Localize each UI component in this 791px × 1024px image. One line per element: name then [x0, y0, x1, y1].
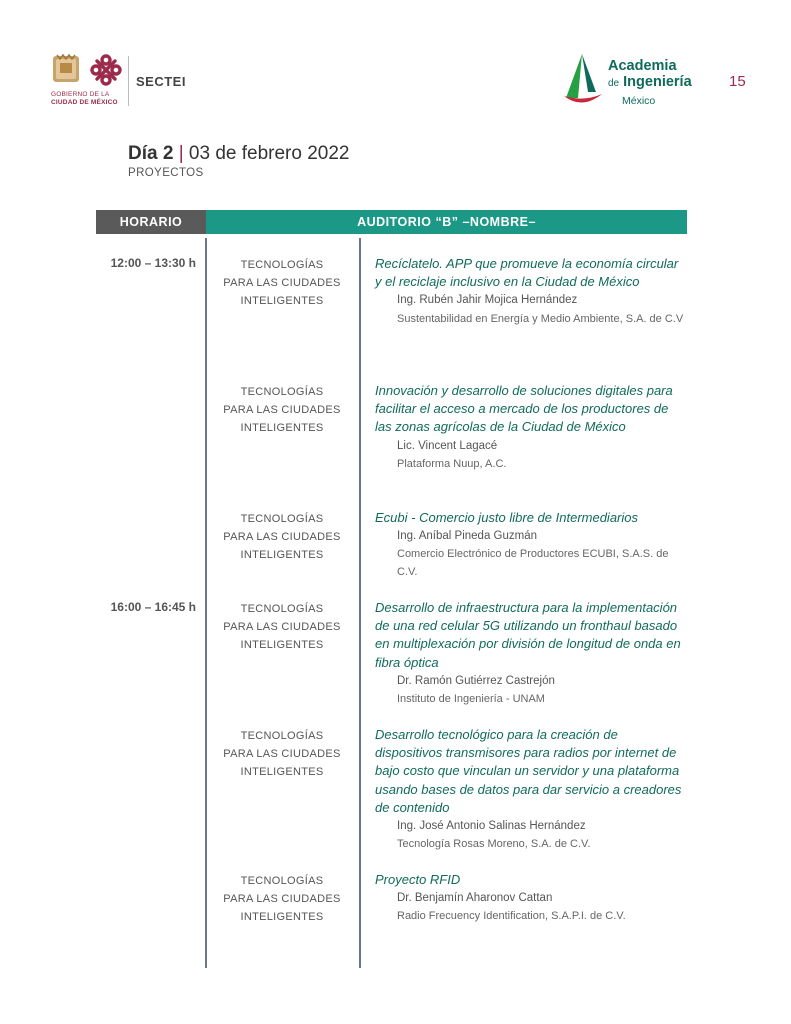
organization: Comercio Electrónico de Productores ECUBI, S.A.S. de C.V.	[397, 548, 669, 579]
cdmx-emblem-icon	[89, 53, 123, 87]
category-label: TECNOLOGÍAS PARA LAS CIUDADES INTELIGENTES	[223, 603, 341, 652]
column-header-horario: HORARIO	[96, 210, 206, 234]
time-slot: 16:00 – 16:45 h	[110, 600, 196, 614]
category-label: TECNOLOGÍAS PARA LAS CIUDADES INTELIGENTES	[223, 730, 341, 779]
column-divider-left	[205, 238, 207, 968]
page-number: 15	[729, 73, 746, 90]
presenter-name: Lic. Vincent Lagacé	[397, 439, 498, 452]
project-entry	[375, 509, 687, 581]
academia-name: Academia de Ingeniería	[608, 58, 692, 90]
project-entry	[375, 599, 687, 708]
project-title: Proyecto RFID	[375, 872, 461, 887]
project-entry	[375, 871, 687, 925]
column-header-auditorio: AUDITORIO “B” –NOMBRE–	[206, 210, 687, 234]
organization: Instituto de Ingeniería - UNAM	[397, 693, 545, 706]
presenter-name: Ing. Aníbal Pineda Guzmán	[397, 530, 538, 543]
category-label: TECNOLOGÍAS PARA LAS CIUDADES INTELIGENTES	[223, 259, 341, 308]
project-entry	[375, 726, 687, 853]
project-entry	[375, 382, 687, 473]
presenter-name: Dr. Benjamín Aharonov Cattan	[397, 892, 553, 905]
organization: Sustentabilidad en Energía y Medio Ambiente, S.A. de C.V	[397, 312, 684, 325]
sectei-label: SECTEI	[136, 74, 186, 89]
project-title: Innovación y desarrollo de soluciones digitales para facilitar el acceso a mercado de los productores de las zonas agrícolas de la Ciudad de México	[375, 383, 673, 435]
government-logo	[51, 53, 126, 109]
organization: Tecnología Rosas Moreno, S.A. de C.V.	[397, 838, 591, 851]
project-title: Recíclatelo. APP que promueve la economía circular y el reciclaje inclusivo en la Ciudad de México	[375, 256, 679, 290]
coat-of-arms-icon	[51, 53, 81, 85]
project-entry	[375, 255, 687, 328]
section-label: PROYECTOS	[128, 167, 204, 179]
academia-triangle-icon	[560, 52, 604, 108]
organization: Radio Frecuency Identification, S.A.P.I. de C.V.	[397, 910, 626, 923]
academia-logo	[560, 52, 710, 112]
presenter-name: Ing. Rubén Jahir Mojica Hernández	[397, 294, 578, 307]
organization: Plataforma Nuup, A.C.	[397, 457, 507, 470]
project-title: Desarrollo tecnológico para la creación de dispositivos transmisores para radios por internet de bajo costo que vinculan un servidor y una plataforma usando bases de datos para dar servicio a creadores de contenido	[375, 727, 682, 815]
government-label: GOBIERNO DE LA CIUDAD DE MÉXICO	[51, 91, 118, 106]
header-divider	[128, 56, 129, 106]
day-heading: Día 2 | 03 de febrero 2022	[128, 143, 350, 164]
project-title: Ecubi - Comercio justo libre de Intermediarios	[375, 510, 638, 525]
presenter-name: Ing. José Antonio Salinas Hernández	[397, 820, 586, 833]
project-title: Desarrollo de infraestructura para la implementación de una red celular 5G utilizando un fronthaul basado en multiplexación por división de longitud de onda en fibra óptica	[375, 600, 681, 670]
category-label: TECNOLOGÍAS PARA LAS CIUDADES INTELIGENTES	[223, 875, 341, 924]
presenter-name: Dr. Ramón Gutiérrez Castrejón	[397, 674, 555, 687]
category-label: TECNOLOGÍAS PARA LAS CIUDADES INTELIGENTES	[223, 513, 341, 562]
column-divider-right	[359, 238, 361, 968]
category-label: TECNOLOGÍAS PARA LAS CIUDADES INTELIGENTES	[223, 386, 341, 435]
academia-country: México	[622, 95, 656, 107]
time-slot: 12:00 – 13:30 h	[110, 256, 196, 270]
